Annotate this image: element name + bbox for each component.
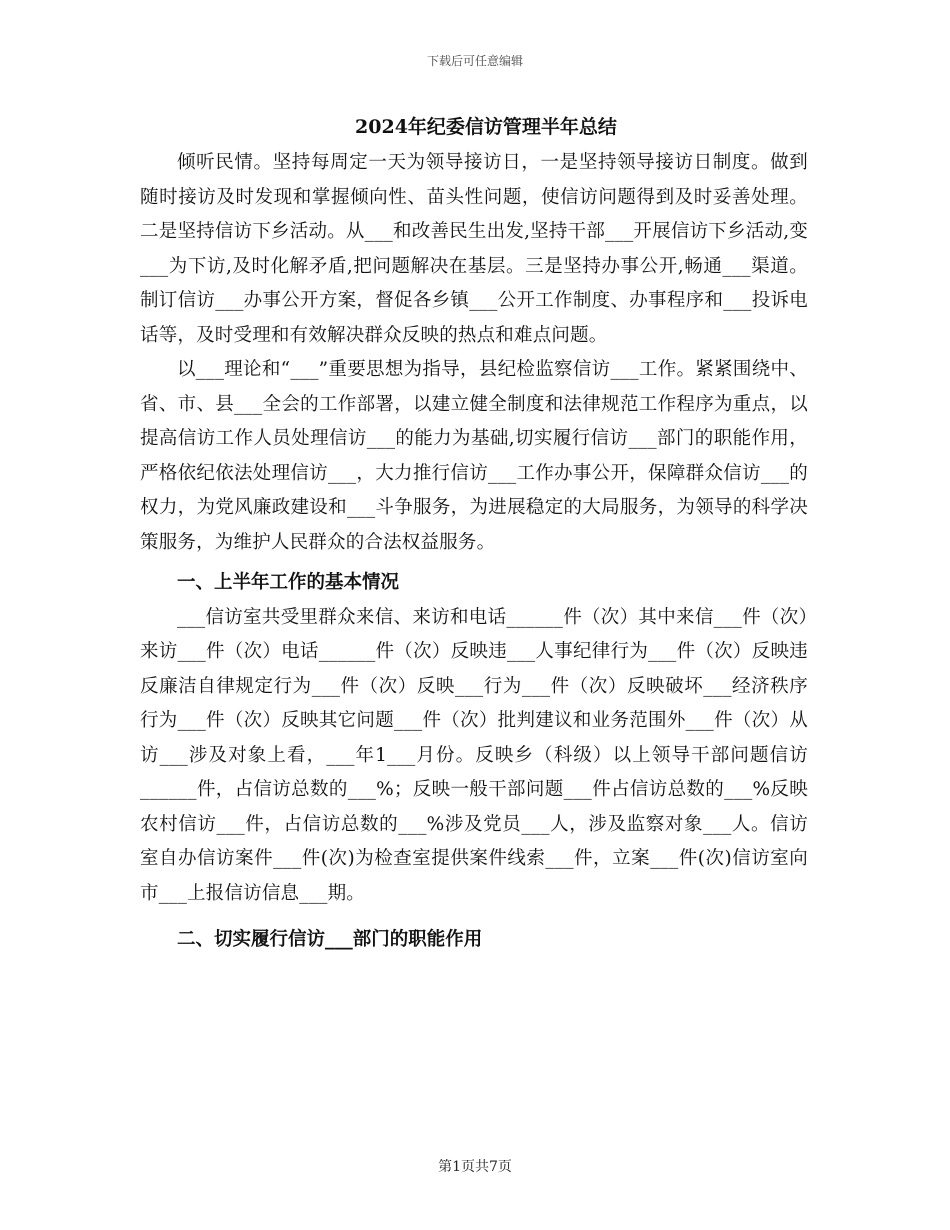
paragraph-intro: 倾听民情。坚持每周定一天为领导接访日，一是坚持领导接访日制度。做到随时接访及时发现和掌握倾向性、苗头性问题，使信访问题得到及时妥善处理。二是坚持信访下乡活动。从___和改善民生出发,坚持干部___开展信访下乡活动,变___为下访,及时化解矛盾,把问题解决在基层。三是坚持办事公开,畅通___渠道。制订信访___办事公开方案，督促各乡镇___公开工作制度、办事程序和___投诉电话等，及时受理和有效解决群众反映的热点和难点问题。 <box>140 152 808 346</box>
paragraph-section1-stats: ___信访室共受里群众来信、来访和电话______件（次）其中来信___件（次）来访___件（次）电话______件（次）反映违___人事纪律行为___件（次）反映违反廉洁自律规定行为___件（次）反映___行为___件（次）反映破坏___经济秩序行为___件（次）反映其它问题___件（次）批判建议和业务范围外___件（次）从访___涉及对象上看，___年1___月份。反映乡（科级）以上领导干部问题信访______件，占信访总数的___%；反映一般干部问题___件占信访总数的___%反映农村信访___件，占信访总数的___%涉及党员___人，涉及监察对象___人。信访室自办信访案件___件(次)为检查室提供案件线索___件，立案___件(次)信访室向市___上报信访信息___期。 <box>140 606 808 904</box>
page-footer: 第1页共7页 <box>438 1159 512 1175</box>
section-heading-1: 一、上半年工作的基本情况 <box>177 572 400 593</box>
document-title: 2024年纪委信访管理半年总结 <box>355 116 617 138</box>
header-note: 下载后可任意编辑 <box>426 54 523 68</box>
document-body <box>140 112 808 958</box>
section-heading-2: 二、切实履行信访___部门的职能作用 <box>177 929 483 950</box>
paragraph-guideline: 以___理论和“___”重要思想为指导，县纪检监察信访___工作。紧紧围绕中、省、市、县___全会的工作部署，以建立健全制度和法律规范工作程序为重点，以提高信访工作人员处理信访___的能力为基础,切实履行信访___部门的职能作用，严格依纪依法处理信访___，大力推行信访___工作办事公开，保障群众信访___的权力，为党风廉政建设和___斗争服务，为进展稳定的大局服务，为领导的科学决策服务，为维护人民群众的合法权益服务。 <box>140 359 808 553</box>
